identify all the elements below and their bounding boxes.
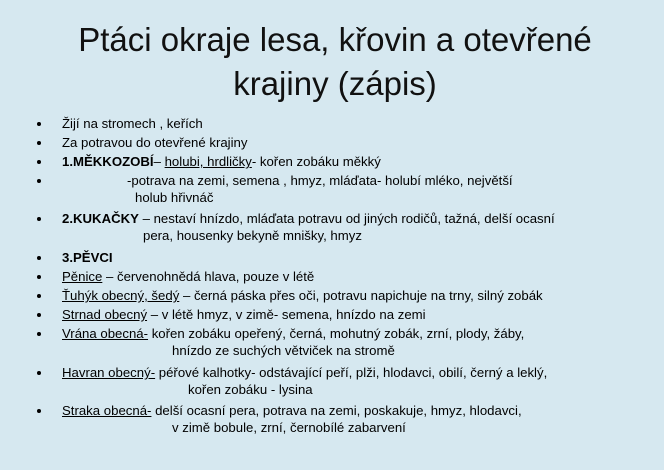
- title-line-2: krajiny (zápis): [233, 65, 437, 102]
- bird-name: holubi, hrdličky: [164, 154, 252, 169]
- description: péřové kalhotky- odstávající peří, plži, hlodavci, obilí, černý a leklý,: [155, 365, 548, 380]
- bullet-dot: [37, 332, 41, 336]
- description: kořen zobáku opeřený, černá, mohutný zobák, zrní, plody, žáby,: [148, 326, 525, 341]
- description: – nestaví hnízdo, mláďata potravu od jiných rodičů, tažná, delší ocasní: [138, 211, 555, 226]
- separator: –: [153, 154, 165, 169]
- bullet-dot: [37, 256, 41, 260]
- bullet-dot: [37, 275, 41, 279]
- bullet-dot: [37, 294, 41, 298]
- description: – černá páska přes oči, potravu napichuje na trny, silný zobák: [179, 288, 543, 303]
- bullet-text: -potrava na zemi, semena , hmyz, mláďata- holubí mléko, největší: [127, 173, 513, 188]
- bullet-text: [62, 153, 381, 171]
- group-heading: 2.KUKAČKY: [62, 211, 139, 226]
- group-heading: 1.MĚKKOZOBÍ: [62, 154, 154, 169]
- bullet-dot: [37, 409, 41, 413]
- bird-name: Havran obecný-: [62, 365, 156, 380]
- bullet-text: Žijí na stromech , keřích: [62, 116, 203, 131]
- bird-name: Pěnice: [62, 269, 103, 284]
- description: – červenohnědá hlava, pouze v létě: [102, 269, 315, 284]
- bullet-dot: [37, 371, 41, 375]
- bird-name: Strnad obecný: [62, 307, 148, 322]
- bullet-text-continuation: holub hřivnáč: [135, 190, 214, 205]
- bullet-dot: [37, 313, 41, 317]
- bullet-dot: [37, 122, 41, 126]
- bullet-text: [62, 306, 426, 324]
- slide-title: [40, 18, 630, 106]
- title-line-1: Ptáci okraje lesa, křovin a otevřené: [78, 21, 592, 58]
- bird-name: Straka obecná-: [62, 403, 152, 418]
- description: – v létě hmyz, v zimě- semena, hnízdo na zemi: [147, 307, 426, 322]
- bullet-text: [62, 287, 543, 305]
- bullet-text: [62, 402, 522, 420]
- bullet-text: [62, 210, 555, 228]
- description: delší ocasní pera, potrava na zemi, poskakuje, hmyz, hlodavci,: [151, 403, 522, 418]
- bullet-text: [62, 268, 314, 286]
- group-heading: 3.PĚVCI: [62, 250, 113, 265]
- bullet-text-continuation: v zimě bobule, zrní, černobílé zabarvení: [172, 420, 406, 435]
- bullet-text: Za potravou do otevřené krajiny: [62, 135, 248, 150]
- bullet-text: [62, 325, 524, 343]
- bullet-text-continuation: pera, housenky bekyně mnišky, hmyz: [143, 228, 362, 243]
- bird-name: Vrána obecná-: [62, 326, 149, 341]
- bullet-dot: [37, 160, 41, 164]
- bird-name: Ťuhýk obecný, šedý: [62, 288, 180, 303]
- bullet-dot: [37, 217, 41, 221]
- bullet-dot: [37, 179, 41, 183]
- bullet-dot: [37, 141, 41, 145]
- bullet-text: [62, 364, 547, 382]
- bullet-text-continuation: kořen zobáku - lysina: [188, 382, 313, 397]
- bullet-text-continuation: hnízdo ze suchých větviček na stromě: [172, 343, 395, 358]
- description: - kořen zobáku měkký: [251, 154, 381, 169]
